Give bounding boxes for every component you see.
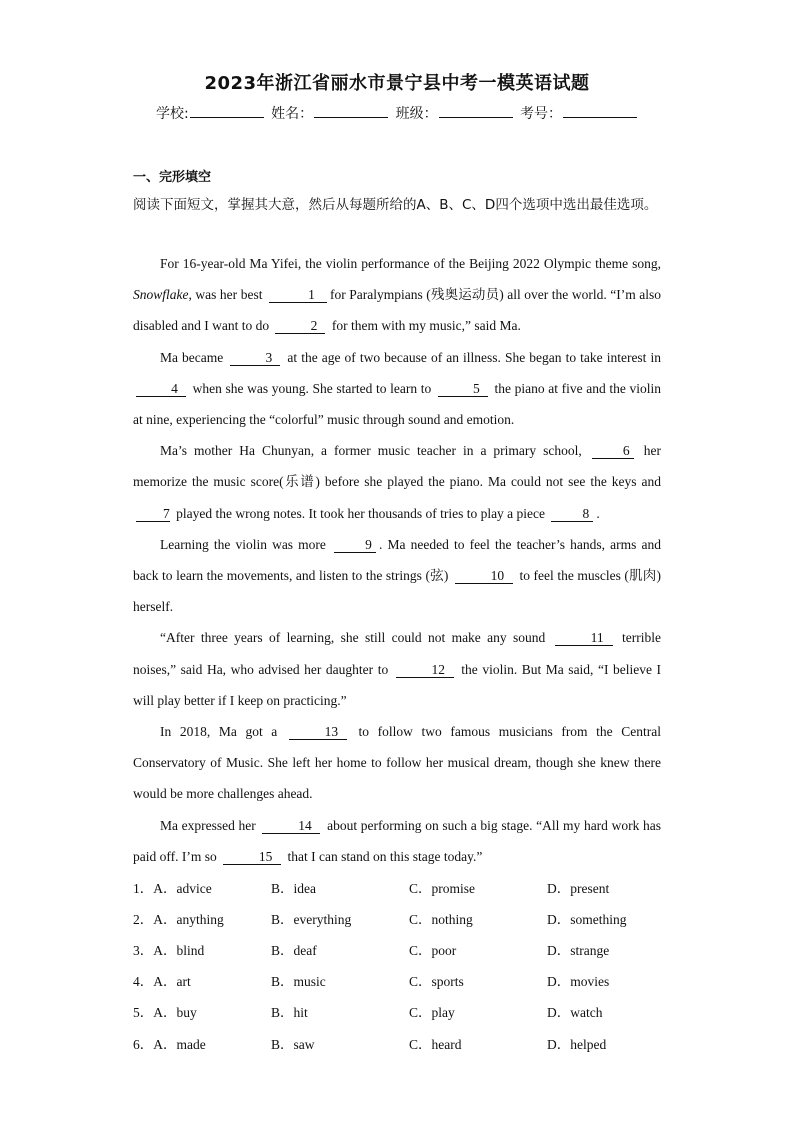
blank-1: 1	[269, 287, 327, 303]
song-title: Snowflake	[133, 287, 189, 303]
blank-2: 2	[275, 318, 325, 334]
blank-5: 5	[438, 381, 488, 397]
option-b[interactable]: B．music	[271, 974, 326, 990]
blank-10: 10	[455, 568, 513, 584]
option-d[interactable]: D．something	[547, 911, 627, 927]
student-info-line	[0, 103, 794, 123]
option-c[interactable]: C．poor	[409, 942, 457, 958]
section-heading: 一、完形填空	[133, 170, 212, 185]
blank-13: 13	[289, 724, 347, 740]
option-b[interactable]: B．idea	[271, 880, 316, 896]
cloze-passage	[133, 248, 661, 872]
answer-options	[133, 871, 693, 1058]
class-label: 班级：	[395, 106, 438, 122]
paragraph-6: In 2018, Ma got a 13 to follow two famous musicians from the Central Conservatory of Music. She left her home to follow her musical dream, though she knew there would be more challenges ahead.	[133, 724, 662, 802]
blank-9: 9	[334, 537, 376, 553]
option-c[interactable]: C．sports	[409, 974, 464, 990]
option-c[interactable]: C．play	[409, 1005, 455, 1021]
name-label: 姓名：	[271, 106, 314, 122]
question-row	[133, 902, 693, 933]
exam-number-label: 考号：	[520, 106, 563, 122]
name-blank	[314, 103, 388, 118]
option-a[interactable]: A．advice	[153, 880, 212, 896]
option-d[interactable]: D．helped	[547, 1036, 607, 1052]
question-row	[133, 933, 693, 964]
blank-3: 3	[230, 350, 280, 366]
paragraph-3: Ma’s mother Ha Chunyan, a former music teacher in a primary school, 6 her memorize the music score(乐谱) before she played the piano. Ma could not see the keys and 7 played the wrong notes. It took her thousands of tries to play a piece 8 .	[133, 443, 661, 521]
blank-12: 12	[396, 662, 454, 678]
option-b[interactable]: B．hit	[271, 1005, 308, 1021]
question-number: 3．	[133, 942, 154, 958]
question-number: 5．	[133, 1005, 154, 1021]
question-number: 2．	[133, 911, 154, 927]
option-d[interactable]: D．present	[547, 880, 610, 896]
class-blank	[439, 103, 513, 118]
option-a[interactable]: A．art	[153, 974, 191, 990]
question-row	[133, 996, 693, 1027]
option-d[interactable]: D．movies	[547, 974, 610, 990]
option-a[interactable]: A．anything	[153, 911, 224, 927]
paragraph-5: “After three years of learning, she still could not make any sound 11 terrible noises,” said Ha, who advised her daughter to 12 the violin. But Ma said, “I believe I will play better if I keep on practicing.”	[133, 630, 662, 708]
question-row	[133, 1027, 693, 1058]
option-c[interactable]: C．promise	[409, 880, 475, 896]
option-d[interactable]: D．strange	[547, 942, 610, 958]
option-b[interactable]: B．saw	[271, 1036, 315, 1052]
blank-11: 11	[555, 630, 613, 646]
school-blank	[190, 103, 264, 118]
blank-8: 8	[551, 506, 593, 522]
option-b[interactable]: B．deaf	[271, 942, 317, 958]
option-c[interactable]: C．heard	[409, 1036, 462, 1052]
paragraph-2: Ma became 3 at the age of two because of an illness. She began to take interest in 4 when she was young. She started to learn to 5 the piano at five and the violin at nine, experiencing the “colorful” music through sound and emotion.	[133, 349, 662, 428]
page-title: 2023年浙江省丽水市景宁县中考一模英语试题	[204, 73, 590, 94]
option-a[interactable]: A．buy	[153, 1005, 197, 1021]
option-a[interactable]: A．blind	[153, 942, 205, 958]
blank-15: 15	[223, 849, 281, 865]
option-a[interactable]: A．made	[153, 1036, 206, 1052]
blank-6: 6	[592, 443, 634, 459]
option-d[interactable]: D．watch	[547, 1005, 603, 1021]
question-number: 6．	[133, 1036, 154, 1052]
blank-7: 7	[136, 506, 170, 522]
school-label: 学校:	[155, 106, 189, 122]
option-b[interactable]: B．everything	[271, 911, 352, 927]
question-row	[133, 871, 693, 902]
question-number: 4．	[133, 974, 154, 990]
blank-4: 4	[136, 381, 186, 397]
paragraph-4: Learning the violin was more 9 . Ma needed to feel the teacher’s hands, arms and back to learn the movements, and listen to the strings (弦) 10 to feel the muscles (肌肉) herself.	[133, 536, 661, 615]
paragraph-7: Ma expressed her 14 about performing on such a big stage. “All my hard work has paid off. I’m so 15 that I can stand on this stage today.”	[133, 817, 662, 864]
paragraph-1: For 16-year-old Ma Yifei, the violin performance of the Beijing 2022 Olympic theme song, Snowflake, was her best 1 for Paralympians (残奥运动员) all over the world. “I’m also disabled and I want to do 2 for them with my music,” said Ma.	[133, 256, 662, 334]
section-instruction: 阅读下面短文，掌握其大意，然后从每题所给的A、B、C、D四个选项中选出最佳选项。	[133, 197, 658, 213]
exam-number-blank	[563, 103, 637, 118]
question-number: 1．	[133, 880, 154, 896]
option-c[interactable]: C．nothing	[409, 911, 473, 927]
blank-14: 14	[262, 818, 320, 834]
question-row	[133, 965, 693, 996]
